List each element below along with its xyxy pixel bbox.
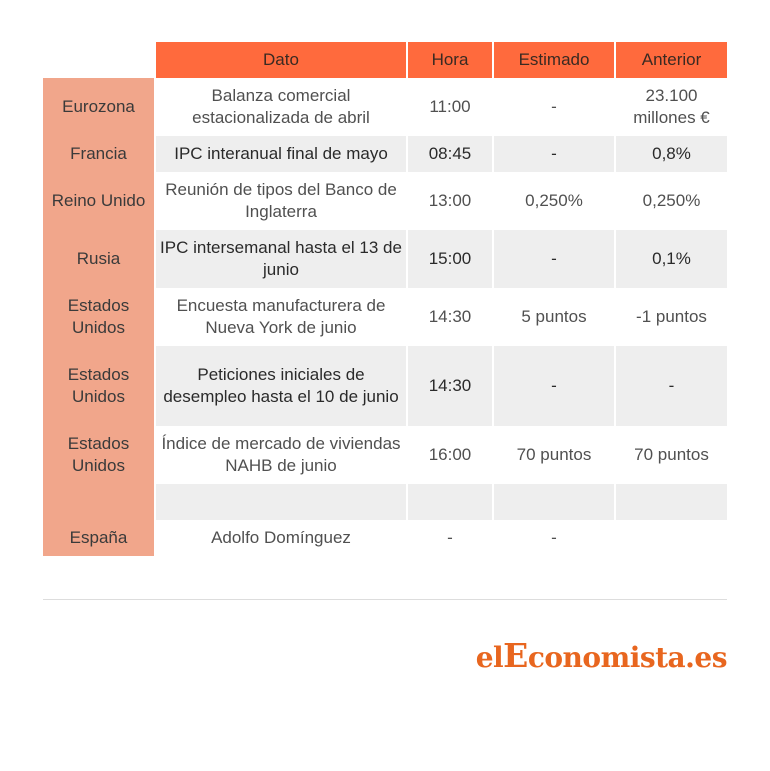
table-row: [43, 230, 727, 288]
logo-part-e: E: [503, 636, 528, 675]
row-estimado: 0,250%: [493, 172, 615, 230]
table-header-row: [43, 42, 727, 78]
table-row: [43, 346, 727, 426]
row-hora: 16:00: [407, 426, 493, 484]
row-dato: Balanza comercial estacionalizada de abril: [155, 78, 407, 136]
row-country: Rusia: [43, 230, 155, 288]
row-dato: Índice de mercado de viviendas NAHB de junio: [155, 426, 407, 484]
header-estimado: Estimado: [493, 42, 615, 78]
row-hora: 11:00: [407, 78, 493, 136]
row-dato: IPC intersemanal hasta el 13 de junio: [155, 230, 407, 288]
row-estimado: -: [493, 136, 615, 172]
row-anterior: 0,1%: [615, 230, 727, 288]
row-country: Eurozona: [43, 78, 155, 136]
row-country: [43, 484, 155, 520]
row-country: Estados Unidos: [43, 346, 155, 426]
row-estimado: -: [493, 346, 615, 426]
row-anterior: -: [615, 346, 727, 426]
row-estimado: [493, 484, 615, 520]
row-country: España: [43, 520, 155, 556]
logo-part-el: el: [475, 641, 504, 674]
header-dato: Dato: [155, 42, 407, 78]
table-row: [43, 136, 727, 172]
row-country: Reino Unido: [43, 172, 155, 230]
row-estimado: -: [493, 520, 615, 556]
row-dato: Peticiones iniciales de desempleo hasta el 10 de junio: [155, 346, 407, 426]
row-anterior: 0,250%: [615, 172, 727, 230]
row-hora: 08:45: [407, 136, 493, 172]
table-row: [43, 172, 727, 230]
row-country: Estados Unidos: [43, 288, 155, 346]
calendar-table: [43, 42, 727, 556]
row-anterior: 23.100 millones €: [615, 78, 727, 136]
row-hora: 15:00: [407, 230, 493, 288]
table-row: [43, 288, 727, 346]
table-row: [43, 426, 727, 484]
header-blank: [43, 42, 155, 78]
row-dato: Reunión de tipos del Banco de Inglaterra: [155, 172, 407, 230]
row-hora: -: [407, 520, 493, 556]
row-hora: [407, 484, 493, 520]
row-dato: Encuesta manufacturera de Nueva York de junio: [155, 288, 407, 346]
logo-part-conomista: conomista.es: [527, 641, 727, 674]
row-estimado: 70 puntos: [493, 426, 615, 484]
row-country: Francia: [43, 136, 155, 172]
row-hora: 14:30: [407, 288, 493, 346]
row-hora: 14:30: [407, 346, 493, 426]
table-row: [43, 78, 727, 136]
header-hora: Hora: [407, 42, 493, 78]
divider: [43, 599, 727, 600]
row-hora: 13:00: [407, 172, 493, 230]
row-anterior: [615, 520, 727, 556]
table-row: [43, 484, 727, 520]
row-country: Estados Unidos: [43, 426, 155, 484]
row-dato: IPC interanual final de mayo: [155, 136, 407, 172]
row-estimado: -: [493, 78, 615, 136]
row-estimado: 5 puntos: [493, 288, 615, 346]
row-anterior: 70 puntos: [615, 426, 727, 484]
row-anterior: 0,8%: [615, 136, 727, 172]
table-row: [43, 520, 727, 556]
row-dato: Adolfo Domínguez: [155, 520, 407, 556]
eleconomista-logo[interactable]: [476, 636, 727, 678]
row-anterior: -1 puntos: [615, 288, 727, 346]
row-anterior: [615, 484, 727, 520]
row-dato: [155, 484, 407, 520]
economic-calendar: [43, 42, 727, 556]
row-estimado: -: [493, 230, 615, 288]
header-anterior: Anterior: [615, 42, 727, 78]
